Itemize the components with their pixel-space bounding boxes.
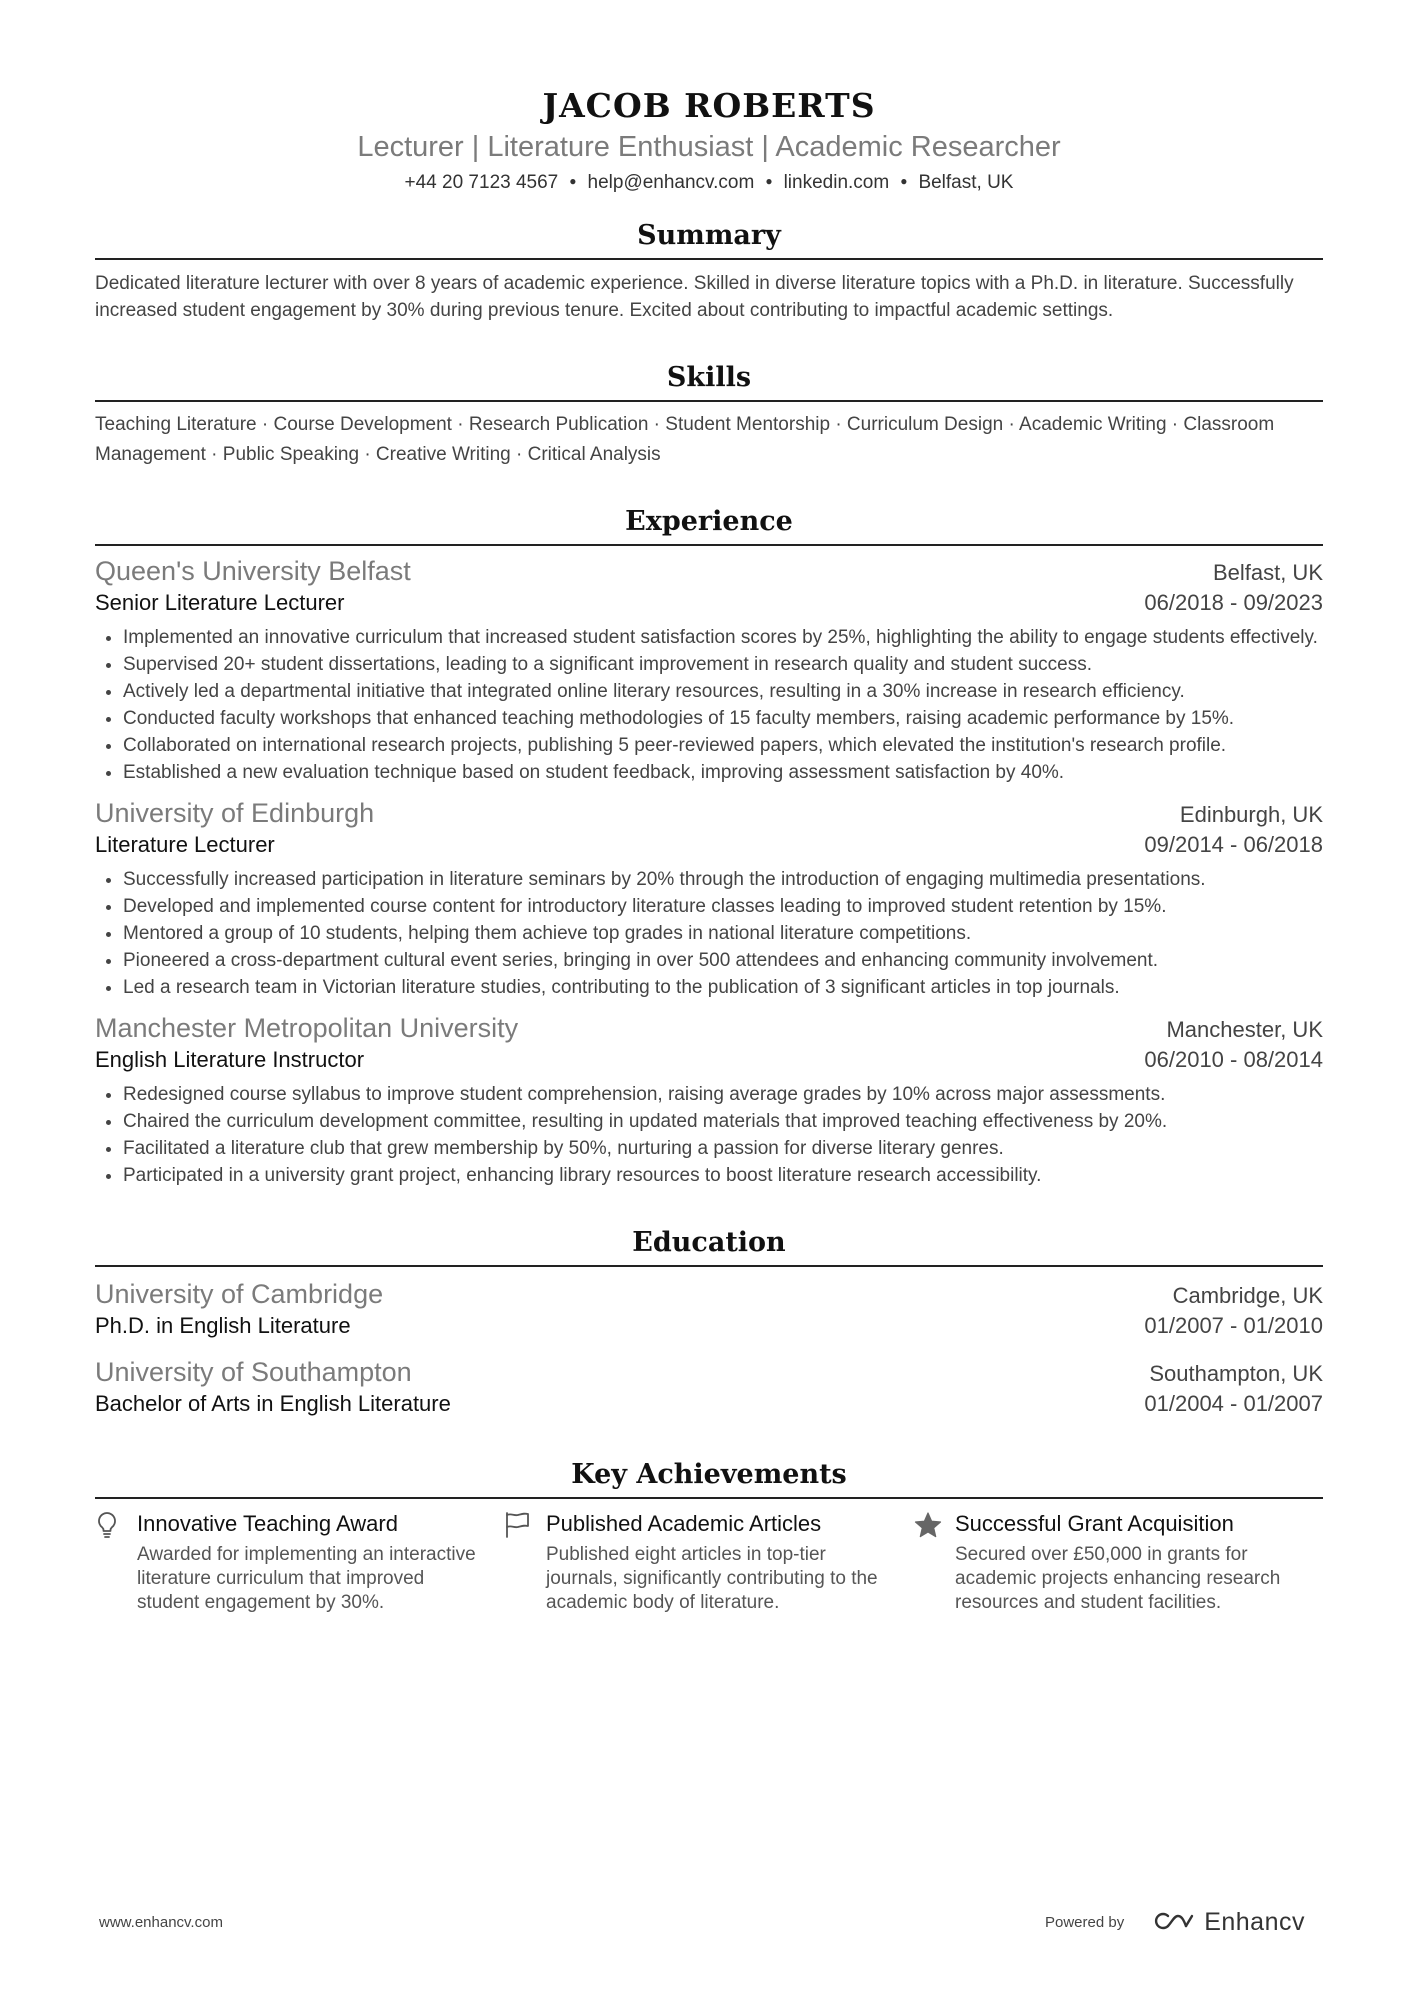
footer-brand	[1045, 1908, 1305, 1937]
section-title-skills: Skills	[666, 362, 752, 393]
education-location: Cambridge, UK	[1172, 1283, 1323, 1308]
skills-section	[95, 360, 1323, 470]
section-title-education: Education	[632, 1227, 786, 1258]
section-divider	[95, 1265, 1323, 1267]
experience-role: Literature Lecturer	[95, 832, 275, 857]
experience-bullet: • Supervised 20+ student dissertations, leading to a significant improvement in research quality and student success.	[123, 651, 1323, 678]
achievements-grid	[95, 1509, 1323, 1615]
summary-text: Dedicated literature lecturer with over 8 years of academic experience. Skilled in diverse literature topics with a Ph.D. in literature. Successfully increased student engagement by 30% during previous tenure. Excited about contributing to impactful academic settings.	[95, 273, 1294, 321]
section-title-achievements: Key Achievements	[571, 1459, 847, 1490]
experience-location: Edinburgh, UK	[1179, 802, 1323, 827]
experience-bullet: • Pioneered a cross-department cultural event series, bringing in over 500 attendees and enhancing community involvement.	[123, 947, 1323, 974]
powered-by-label: Powered by	[1044, 1914, 1125, 1931]
achievement-item	[95, 1509, 504, 1615]
experience-bullets	[95, 1081, 1323, 1189]
experience-bullet: • Collaborated on international research projects, publishing 5 peer-reviewed papers, which elevated the institution's research profile.	[123, 732, 1323, 759]
section-title-summary: Summary	[637, 220, 781, 251]
candidate-tagline: Lecturer | Literature Enthusiast | Academic Researcher	[357, 131, 1061, 163]
contact-linkedin[interactable]: linkedin.com	[783, 172, 890, 193]
achievement-item	[504, 1509, 913, 1615]
achievement-item	[913, 1509, 1322, 1615]
experience-role: Senior Literature Lecturer	[95, 590, 345, 615]
education-degree: Ph.D. in English Literature	[95, 1313, 351, 1338]
experience-bullet: • Mentored a group of 10 students, helping them achieve top grades in national literature competitions.	[123, 920, 1323, 947]
experience-bullet: • Successfully increased participation in literature seminars by 20% through the introduction of engaging multimedia presentations.	[123, 866, 1323, 893]
lightbulb-icon	[95, 1509, 137, 1615]
experience-location: Manchester, UK	[1166, 1017, 1323, 1042]
enhancv-brand-name: Enhancv	[1204, 1908, 1305, 1936]
achievement-description: Secured over £50,000 in grants for academic projects enhancing research resources and student facilities.	[955, 1544, 1281, 1613]
separator-dot: ●	[900, 174, 908, 188]
achievement-title: Published Academic Articles	[546, 1511, 822, 1536]
education-location: Southampton, UK	[1149, 1361, 1323, 1386]
resume-page	[95, 0, 1323, 1615]
experience-bullet: • Redesigned course syllabus to improve student comprehension, raising average grades by 10% across major assessments.	[123, 1081, 1323, 1108]
experience-bullet: • Facilitated a literature club that grew membership by 50%, nurturing a passion for diverse literary genres.	[123, 1135, 1323, 1162]
experience-bullet: • Established a new evaluation technique based on student feedback, improving assessment satisfaction by 40%.	[123, 759, 1323, 786]
footer-website-link[interactable]: www.enhancv.com	[99, 1914, 223, 1931]
experience-bullet: • Conducted faculty workshops that enhanced teaching methodologies of 15 faculty members, raising academic performance by 15%.	[123, 705, 1323, 732]
experience-bullet: • Developed and implemented course content for introductory literature classes leading to improved student retention by 15%.	[123, 893, 1323, 920]
experience-bullets	[95, 624, 1323, 786]
achievement-description: Awarded for implementing an interactive literature curriculum that improved student engagement by 30%.	[137, 1544, 476, 1613]
summary-section	[95, 218, 1323, 324]
experience-dates: 06/2010 - 08/2014	[1144, 1047, 1323, 1072]
experience-entry	[95, 796, 1323, 1001]
experience-entry	[95, 1011, 1323, 1189]
education-dates: 01/2007 - 01/2010	[1144, 1313, 1323, 1338]
experience-dates: 06/2018 - 09/2023	[1144, 590, 1323, 615]
separator-dot: ●	[569, 174, 577, 188]
education-entry	[95, 1277, 1323, 1341]
experience-section	[95, 504, 1323, 1189]
experience-dates: 09/2014 - 06/2018	[1144, 832, 1323, 857]
experience-bullet: • Chaired the curriculum development committee, resulting in updated materials that improved teaching effectiveness by 20%.	[123, 1108, 1323, 1135]
education-entry	[95, 1355, 1323, 1419]
contact-phone: +44 20 7123 4567	[404, 172, 559, 193]
page-footer	[99, 1908, 1305, 1937]
enhancv-logo-icon	[1150, 1909, 1196, 1937]
experience-organization: Manchester Metropolitan University	[95, 1013, 519, 1043]
contact-email[interactable]: help@enhancv.com	[587, 172, 755, 193]
section-divider	[95, 400, 1323, 402]
achievement-description: Published eight articles in top-tier journals, significantly contributing to the academic body of literature.	[546, 1544, 878, 1613]
skills-text: Teaching Literature · Course Development · Research Publication · Student Mentorship · Curriculum Design · Academic Writing · Classroom Management · Public Speaking · Creative Writing · Critical Analysis	[95, 414, 1275, 465]
contact-location: Belfast, UK	[918, 172, 1014, 193]
achievement-title: Successful Grant Acquisition	[955, 1511, 1234, 1536]
education-institution: University of Southampton	[95, 1357, 412, 1387]
experience-entry	[95, 554, 1323, 786]
section-divider	[95, 1497, 1323, 1499]
candidate-name: JACOB ROBERTS	[542, 86, 876, 125]
contact-line	[95, 168, 1323, 196]
education-dates: 01/2004 - 01/2007	[1144, 1391, 1323, 1416]
experience-bullet: • Participated in a university grant project, enhancing library resources to boost literature research accessibility.	[123, 1162, 1323, 1189]
achievement-title: Innovative Teaching Award	[137, 1511, 398, 1536]
experience-bullet: • Implemented an innovative curriculum that increased student satisfaction scores by 25%, highlighting the ability to engage students effectively.	[123, 624, 1323, 651]
education-institution: University of Cambridge	[95, 1279, 384, 1309]
star-icon	[913, 1509, 955, 1615]
experience-role: English Literature Instructor	[95, 1047, 365, 1072]
achievements-section	[95, 1457, 1323, 1615]
section-divider	[95, 544, 1323, 546]
experience-bullet: • Actively led a departmental initiative that integrated online literary resources, resulting in a 30% increase in research efficiency.	[123, 678, 1323, 705]
flag-icon	[504, 1509, 546, 1615]
experience-location: Belfast, UK	[1212, 560, 1323, 585]
education-section	[95, 1225, 1323, 1419]
education-degree: Bachelor of Arts in English Literature	[95, 1391, 451, 1416]
section-divider	[95, 258, 1323, 260]
experience-bullet: • Led a research team in Victorian literature studies, contributing to the publication of 3 significant articles in top journals.	[123, 974, 1323, 1001]
experience-organization: Queen's University Belfast	[95, 556, 411, 586]
experience-organization: University of Edinburgh	[95, 798, 375, 828]
section-title-experience: Experience	[625, 506, 793, 537]
separator-dot: ●	[765, 174, 773, 188]
experience-bullets	[95, 866, 1323, 1001]
